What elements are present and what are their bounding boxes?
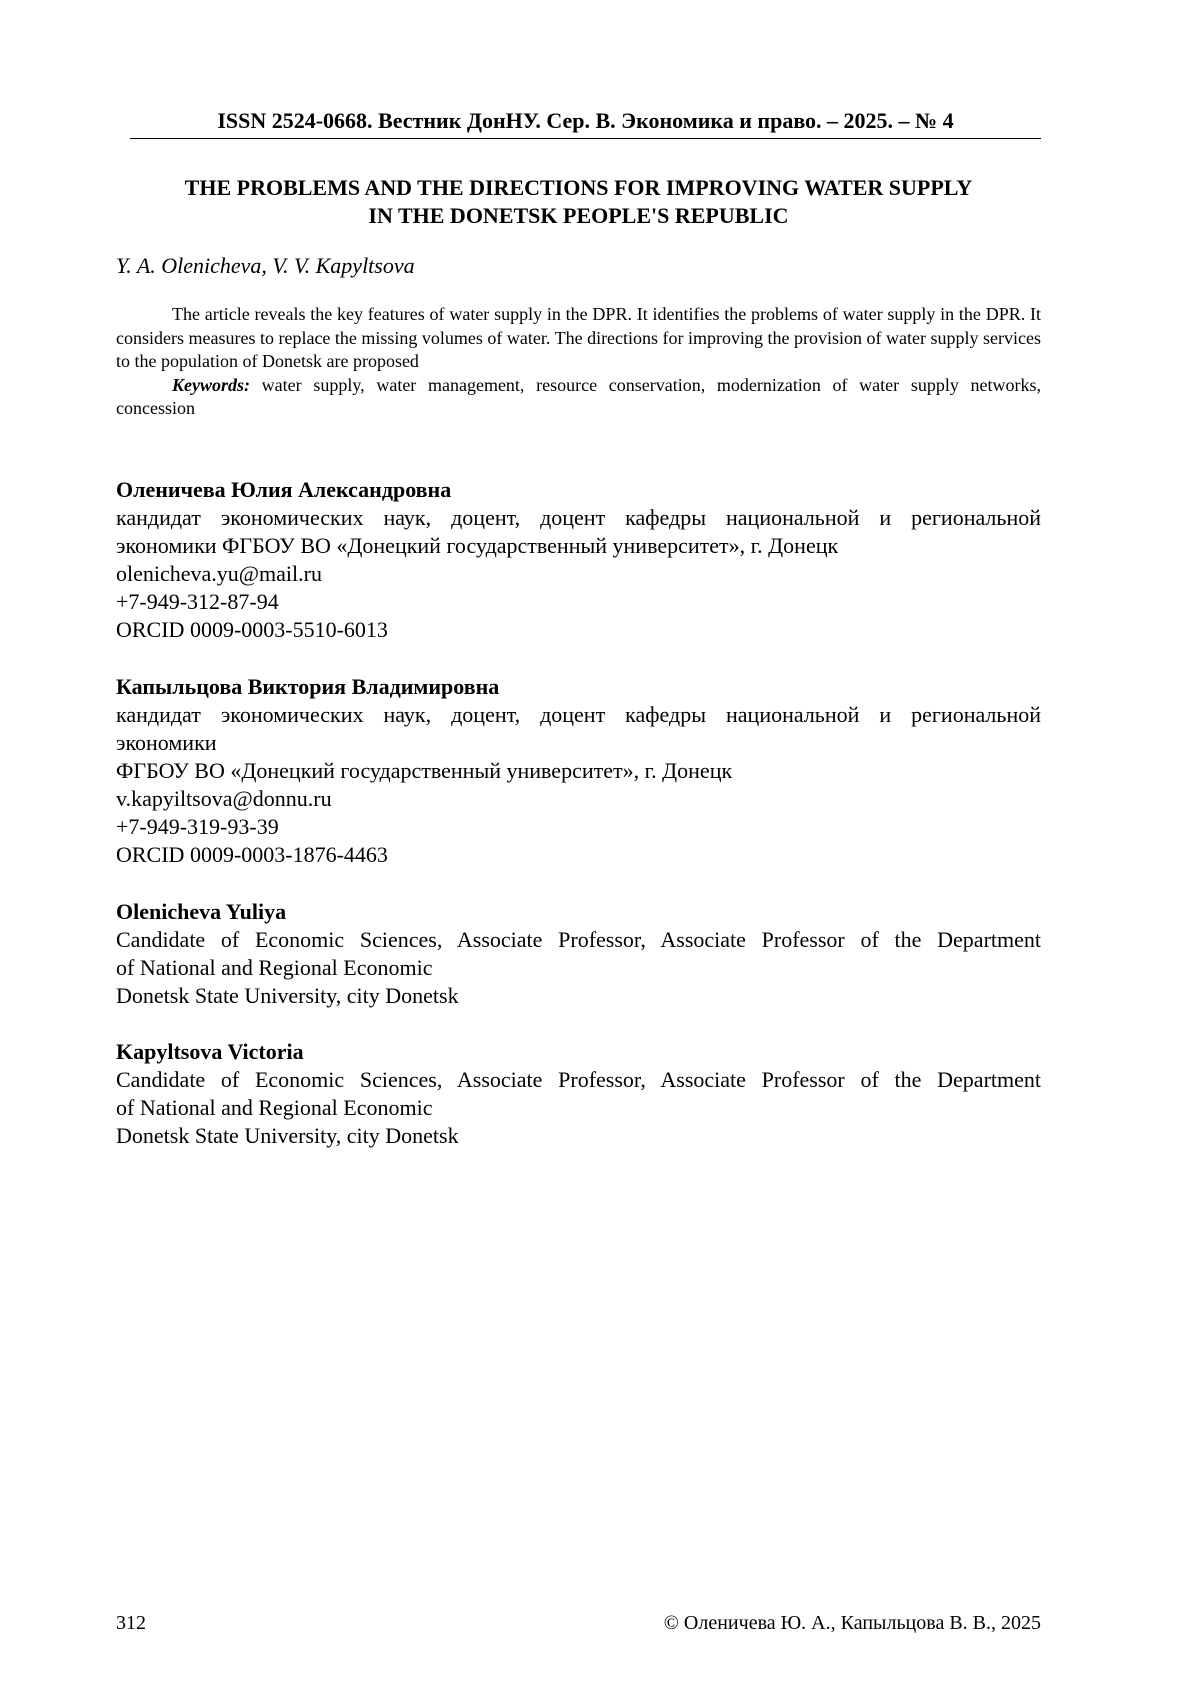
title-line-2: IN THE DONETSK PEOPLE'S REPUBLIC	[368, 203, 789, 228]
author-position-cont: of National and Regional Economic	[116, 1095, 433, 1120]
author-position-cont: of National and Regional Economic	[116, 955, 433, 980]
author-name: Olenicheva Yuliya	[116, 899, 287, 924]
author-names: Y. A. Olenicheva, V. V. Kapyltsova	[116, 253, 415, 278]
author-phone: +7-949-312-87-94	[116, 589, 279, 614]
author-position: Candidate of Economic Sciences, Associate Professor, Associate Professor of the Department	[116, 927, 1041, 952]
author-info-block-3	[116, 898, 1041, 1010]
author-affiliation: экономики ФГБОУ ВО «Донецкий государственный университет», г. Донецк	[116, 533, 839, 558]
author-position: кандидат экономических наук, доцент, доцент кафедры национальной и региональной	[116, 505, 1041, 530]
running-header: ISSN 2524-0668. Вестник ДонНУ. Сер. В. Экономика и право. – 2025. – № 4	[130, 108, 1041, 139]
keywords-list: water supply, water management, resource conservation, modernization of water supply networks, concession	[116, 374, 1041, 418]
author-phone: +7-949-319-93-39	[116, 814, 279, 839]
author-info-block-4	[116, 1038, 1041, 1150]
keywords-label: Keywords:	[172, 374, 250, 395]
author-info-block-1	[116, 476, 1041, 644]
author-name: Оленичева Юлия Александровна	[116, 477, 452, 502]
article-title	[116, 174, 1041, 230]
copyright: © Оленичева Ю. А., Капыльцова В. В., 2025	[663, 1612, 1041, 1634]
author-affiliation: ФГБОУ ВО «Донецкий государственный университет», г. Донецк	[116, 758, 733, 783]
author-info-block-2	[116, 673, 1041, 869]
abstract-text: The article reveals the key features of water supply in the DPR. It identifies the problems of water supply in the DPR. It considers measures to replace the missing volumes of water. The directions for improving the provision of water supply services to the population of Donetsk are proposed	[116, 304, 1041, 371]
author-name: Kapyltsova Victoria	[116, 1039, 304, 1064]
author-position-cont: экономики	[116, 730, 217, 755]
paper-page	[116, 0, 1041, 1698]
abstract	[116, 303, 1041, 421]
author-position: Candidate of Economic Sciences, Associate Professor, Associate Professor of the Department	[116, 1067, 1041, 1092]
author-email: olenicheva.yu@mail.ru	[116, 561, 322, 586]
author-name: Капыльцова Виктория Владимировна	[116, 674, 500, 699]
author-affiliation: Donetsk State University, city Donetsk	[116, 1123, 459, 1148]
keywords	[116, 374, 1041, 421]
author-orcid: ORCID 0009-0003-5510-6013	[116, 617, 388, 642]
page-number: 312	[116, 1612, 146, 1634]
title-line-1: THE PROBLEMS AND THE DIRECTIONS FOR IMPROVING WATER SUPPLY	[184, 175, 973, 200]
author-position: кандидат экономических наук, доцент, доцент кафедры национальной и региональной	[116, 702, 1041, 727]
author-email: v.kapyiltsova@donnu.ru	[116, 786, 332, 811]
author-orcid: ORCID 0009-0003-1876-4463	[116, 842, 388, 867]
author-affiliation: Donetsk State University, city Donetsk	[116, 983, 459, 1008]
